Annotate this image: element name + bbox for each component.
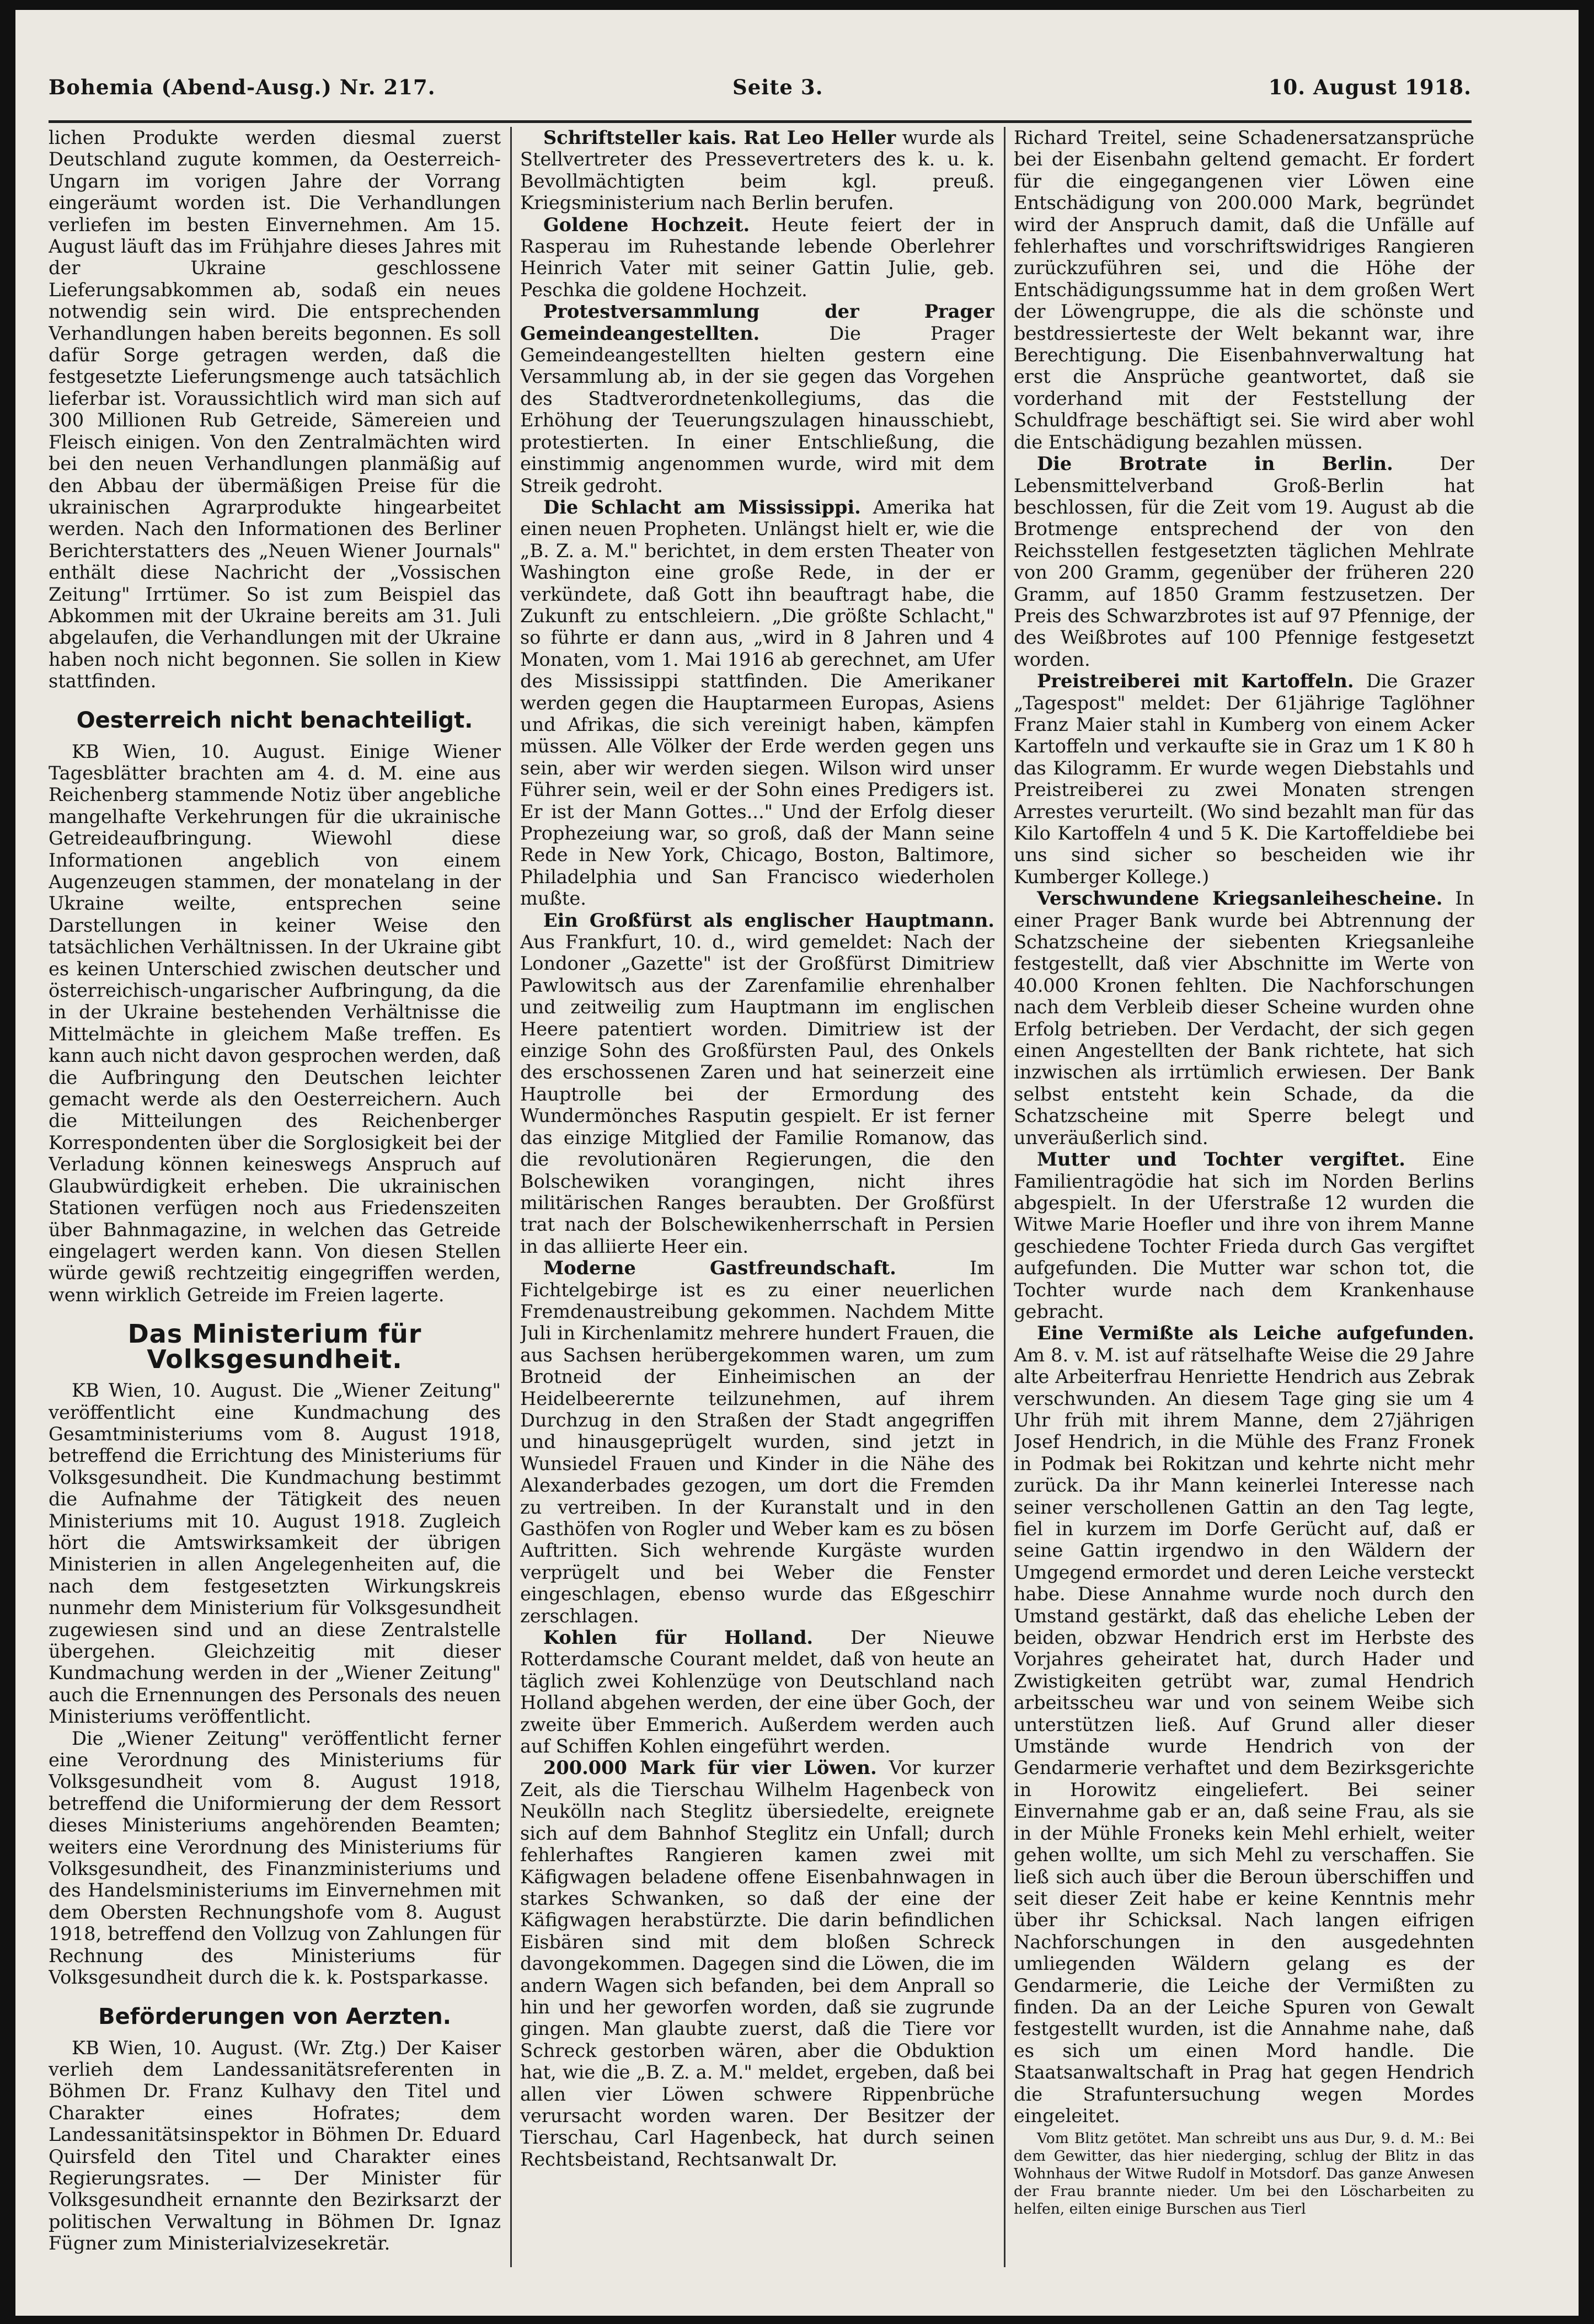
masthead-issue: Bohemia (Abend-Ausg.) Nr. 217. bbox=[49, 75, 436, 99]
news-item-lead: Protestversammlung der Prager Gemeindeangestellten. bbox=[520, 300, 994, 344]
news-item-lead: Moderne Gastfreundschaft. bbox=[543, 1257, 896, 1279]
article-ministerium: KB Wien, 10. August. Die „Wiener Zeitung" veröffentlicht eine Kundmachung des Gesamtministeriums vom 8. August 1918, betreffend die Errichtung des Ministeriums für Volksgesundheit. Die Kundmachung bestimmt die Aufnahme der Tätigkeit des neuen Ministeriums mit 10. August 1918. Zugleich hört die Amtswirksamkeit der übrigen Ministerien in allen Angelegenheiten auf, die nach dem festgesetzten Wirkungskreis nunmehr dem Ministerium für Volksgesundheit zugewiesen sind und an diese Zentralstelle übergehen. Gleichzeitig mit dieser Kundmachung werden in der „Wiener Zeitung" auch die Ernennungen des Personals des neuen Ministeriums veröffentlicht. bbox=[49, 1380, 501, 1728]
news-item bbox=[520, 910, 994, 1258]
news-item bbox=[520, 1627, 994, 1757]
news-item-text: wurde als Stellvertreter des Pressevertreters des k. u. k. Bevollmächtigten beim kgl. preuß. Kriegsministerium nach Berlin berufen. bbox=[520, 127, 994, 214]
news-item-lead: Ein Großfürst als englischer Hauptmann. bbox=[543, 909, 994, 931]
page-header bbox=[49, 75, 1472, 108]
news-item-text: Eine Familientragödie hat sich im Norden Berlins abgespielt. In der Uferstraße 12 wurden die Witwe Marie Hoefler und ihre von ihrem Manne geschiedene Tochter Frieda durch Gas vergiftet aufgefunden. Die Mutter war schon tot, die Tochter wurde nach dem Krankenhause gebracht. bbox=[1014, 1148, 1474, 1322]
article-aerzte: KB Wien, 10. August. (Wr. Ztg.) Der Kaiser verlieh dem Landessanitätsreferenten in Böhmen Dr. Franz Kulhavy den Titel und Charakter eines Hofrates; dem Landessanitätsinspektor in Böhmen Dr. Eduard Quirsfeld den Titel und Charakter eines Regierungsrates. — Der Minister für Volksgesundheit ernannte den Bezirksarzt der politischen Verwaltung in Böhmen Dr. Ignaz Fügner zum Ministerialvizesekretär. bbox=[49, 2037, 501, 2254]
news-item-text: Am 8. v. M. ist auf rätselhafte Weise die 29 Jahre alte Arbeiterfrau Henriette Hendrich aus Zebrak verschwunden. An diesem Tage ging sie um 4 Uhr früh mit ihrem Manne, dem 27jährigen Josef Hendrich, in die Mühle des Franz Fronek in Podmak bei Rokitzan und kehrte nicht mehr zurück. Da ihr Mann keinerlei Interesse nach seiner verschollenen Gattin an den Tag legte, fiel in kurzem im Dorfe Gerücht auf, daß er seine Gattin irgendwo in den Wäldern der Umgegend ermordet und deren Leiche versteckt habe. Diese Annahme wurde noch durch den Umstand gestärkt, daß das eheliche Leben der beiden, obzwar Hendrich erst im Herbste des Vorjahres geheiratet hat, durch Hader und Zwistigkeiten getrübt war, zumal Hendrich arbeitsscheu war und von seinem Weibe sich unterstützen ließ. Auf Grund aller dieser Umstände wurde Hendrich von der Gendarmerie verhaftet und dem Bezirksgerichte in Horowitz eingeliefert. Bei seiner Einvernahme gab er an, daß seine Frau, als sie in der Mühle Froneks kein Mehl erhielt, weiter gehen wollte, um sich Mehl zu verschaffen. Sie ließ sich auch über die Beroun überschiffen und seit dieser Zeit habe er keine Kenntnis mehr über ihr Schicksal. Nach langen eifrigen Nachforschungen in den ausgedehnten umliegenden Wäldern gelang es der Gendarmerie, die Leiche der Vermißten zu finden. Da an der Leiche Spuren von Gewalt festgestellt wurden, ist die Annahme nahe, daß es sich um einen Mord handle. Die Staatsanwaltschaft in Prag hat gegen Hendrich die Strafuntersuchung wegen Mordes eingeleitet. bbox=[1014, 1344, 1474, 2127]
headline-oesterreich: Oesterreich nicht benachteiligt. bbox=[76, 707, 473, 733]
article-ministerium-2: Die „Wiener Zeitung" veröffentlicht ferner eine Verordnung des Ministeriums für Volksgesundheit vom 8. August 1918, betreffend die Uniformierung der dem Ressort dieses Ministeriums angehörenden Beamten; weiters eine Verordnung des Ministeriums für Volksgesundheit, des Finanzministeriums und des Handelsministeriums im Einvernehmen mit dem Obersten Rechnungshofe vom 8. August 1918, betreffend den Vollzug von Zahlungen für Rechnung des Ministeriums für Volksgesundheit durch die k. k. Postsparkasse. bbox=[49, 1727, 501, 1989]
news-item-text: Aus Frankfurt, 10. d., wird gemeldet: Nach der Londoner „Gazette" ist der Großfürst Dimitriew Pawlowitsch aus der Zarenfamilie ehrenhalber und zeitweilig zum Hauptmann im englischen Heere patentiert worden. Dimitriew ist der einzige Sohn des Großfürsten Paul, des Onkels des erschossenen Zaren und hat seinerzeit eine Hauptrolle bei der Ermordung des Wundermönches Rasputin gespielt. Er ist ferner das einzige Mitglied der Familie Romanow, das die revolutionären Regierungen, die den Bolschewiken vorangingen, nicht ihres militärischen Ranges beraubten. Der Großfürst trat nach der Bolschewikenherrschaft in Persien in das alliierte Heer ein. bbox=[520, 931, 994, 1257]
headline-aerzte: Beförderungen von Aerzten. bbox=[98, 2004, 451, 2029]
page-number: Seite 3. bbox=[732, 75, 823, 99]
news-item bbox=[520, 1757, 994, 2170]
news-item-lead: Eine Vermißte als Leiche aufgefunden. bbox=[1037, 1322, 1474, 1344]
article-continuation: lichen Produkte werden diesmal zuerst Deutschland zugute kommen, da Oesterreich-Ungarn im vorigen Jahre der Vorrang eingeräumt worden ist. Die Verhandlungen verliefen im besten Einvernehmen. Am 15. August läuft das im Frühjahre dieses Jahres mit der Ukraine geschlossene Lieferungsabkommen ab, sodaß ein neues notwendig sein wird. Die entsprechenden Verhandlungen haben bereits begonnen. Es soll dafür Sorge getragen werden, daß die festgesetzte Lieferungsmenge auch tatsächlich lieferbar ist. Voraussichtlich wird man sich auf 300 Millionen Rub Getreide, Sämereien und Fleisch einigen. Von den Zentralmächten wird bei den neuen Verhandlungen planmäßig auf den Abbau der übermäßigen Preise für die ukrainischen Agrarprodukte hingearbeitet werden. Nach den Informationen des Berliner Berichterstatters des „Neuen Wiener Journals" enthält diese Nachricht der „Vossischen Zeitung" Irrtümer. So ist zum Beispiel das Abkommen mit der Ukraine bereits am 31. Juli abgelaufen, die Verhandlungen mit der Ukraine haben noch nicht begonnen. Sie sollen in Kiew stattfinden. bbox=[49, 127, 501, 692]
news-item-lead: Die Brotrate in Berlin. bbox=[1037, 452, 1393, 475]
news-item bbox=[1014, 670, 1474, 888]
column-rule-1 bbox=[510, 127, 512, 2267]
news-item bbox=[520, 496, 994, 910]
news-item-text: Die Prager Gemeindeangestellten hielten gestern eine Versammlung ab, in der sie gegen das Vorgehen des Stadtverordnetenkollegiums, das die Erhöhung der Teuerungszulagen hinausschiebt, protestierten. In einer Entschließung, die einstimmig angenommen wurde, wird mit dem Streik gedroht. bbox=[520, 322, 994, 496]
column-1 bbox=[49, 127, 501, 2273]
newspaper-page bbox=[15, 10, 1579, 2316]
news-item-lead: Kohlen für Holland. bbox=[543, 1626, 814, 1649]
news-item-text: Der Nieuwe Rotterdamsche Courant meldet, daß von heute an täglich zwei Kohlenzüge von Deutschland nach Holland abgehen werden, der eine über Goch, der zweite über Emmerich. Außerdem werden auch auf Schiffen Kohlen eingeführt werden. bbox=[520, 1627, 994, 1757]
news-item-text: Heute feiert der in Rasperau im Ruhestande lebende Oberlehrer Heinrich Vater mit seiner Gattin Julie, geb. Peschka die goldene Hochzeit. bbox=[520, 213, 994, 301]
column-2 bbox=[520, 127, 994, 2273]
column-rule-2 bbox=[1004, 127, 1005, 2267]
column-3 bbox=[1014, 127, 1474, 2273]
news-item-lead: Schriftsteller kais. Rat Leo Heller bbox=[543, 127, 896, 148]
news-item bbox=[1014, 888, 1474, 1148]
news-item bbox=[1014, 127, 1474, 453]
news-item-text: Amerika hat einen neuen Propheten. Unlängst hielt er, wie die „B. Z. a. M." berichtet, in dem ersten Theater von Washington eine große Rede, in der er verkündete, daß Gott ihn beauftragt habe, die Zukunft zu entschleiern. „Die größte Schlacht," so führte er dann aus, „wird in 8 Jahren und 4 Monaten, vom 1. Mai 1916 ab gerechnet, am Ufer des Mississippi stattfinden. Die Amerikaner werden gegen die Hauptarmeen Europas, Asiens und Afrikas, die sich vereinigt haben, kämpfen müssen. Alle Völker der Erde werden gegen uns sein, aber wir werden siegen. Wilson wird unser Führer sein, weil er der Sohn eines Predigers ist. Er ist der Mann Gottes..." Und der Erfolg dieser Prophezeiung war, so groß, daß der Mann seine Rede in New York, Chicago, Boston, Baltimore, Philadelphia und San Francisco wiederholen mußte. bbox=[520, 496, 994, 910]
header-rule bbox=[49, 120, 1472, 123]
news-item-text: Die Grazer „Tagespost" meldet: Der 61jährige Taglöhner Franz Maier stahl in Kumberg von einem Acker Kartoffeln und verkaufte sie in Graz um 1 K 80 h das Kilogramm. Er wurde wegen Diebstahls und Preistreiberei zu zwei Monaten strengen Arrestes verurteilt. (Wo sind bezahlt man für das Kilo Kartoffeln 4 und 5 K. Die Kartoffeldiebe bei uns sind sicher so bescheiden wie ihr Kumberger Kollege.) bbox=[1014, 670, 1474, 888]
news-item bbox=[520, 127, 994, 214]
news-item-lead: Mutter und Tochter vergiftet. bbox=[1037, 1148, 1405, 1171]
news-item-text: Vor kurzer Zeit, als die Tierschau Wilhelm Hagenbeck von Neukölln nach Steglitz übersiedelte, ereignete sich auf dem Bahnhof Steglitz ein Unfall; durch fehlerhaftes Rangieren kamen zwei mit Käfigwagen beladene offene Eisenbahnwagen in starkes Schwanken, so daß der eine der Käfigwagen herabstürzte. Die darin befindlichen Eisbären sind mit dem bloßen Schreck davongekommen. Dagegen sind die Löwen, die im andern Wagen sich befanden, bei dem Anprall so hin und her geworfen worden, daß sie zugrunde gingen. Man glaubte zuerst, daß die Tiere vor Schreck gestorben wären, aber die Obduktion hat, wie die „B. Z. a. M." meldet, ergeben, daß bei allen vier Löwen schwere Rippenbrüche verursacht worden waren. Der Besitzer der Tierschau, Carl Hagenbeck, hat durch seinen Rechtsbeistand, Rechtsanwalt Dr. bbox=[520, 1757, 994, 2170]
news-item bbox=[520, 301, 994, 496]
news-item bbox=[520, 1257, 994, 1627]
news-item bbox=[1014, 1148, 1474, 1322]
news-item-text: Der Lebensmittelverband Groß-Berlin hat beschlossen, für die Zeit vom 19. August ab die Brotmenge entsprechend der von den Reichsstellen festgesetzten täglichen Mehlrate von 200 Gramm, gegenüber der früheren 220 Gramm, auf 1850 Gramm festzusetzen. Der Preis des Schwarzbrotes ist auf 97 Pfennige, der des Weißbrotes auf 100 Pfennige festgesetzt worden. bbox=[1014, 453, 1474, 670]
news-item-lead: 200.000 Mark für vier Löwen. bbox=[543, 1756, 877, 1779]
news-item-lead: Preistreiberei mit Kartoffeln. bbox=[1037, 670, 1354, 692]
news-item-lead: Die Schlacht am Mississippi. bbox=[543, 495, 861, 518]
news-item-text: In einer Prager Bank wurde bei Abtrennung der Schatzscheine der siebenten Kriegsanleihe festgestellt, daß vier Abschnitte im Werte von 40.000 Kronen fehlten. Die Nachforschungen nach dem Verbleib dieser Scheine wurden ohne Erfolg betrieben. Der Verdacht, der sich gegen einen Angestellten der Bank richtete, hat sich inzwischen als irrtümlich erwiesen. Der Bank selbst entsteht kein Schade, da die Schatzscheine mit Sperre belegt und unveräußerlich sind. bbox=[1014, 888, 1474, 1148]
article-oesterreich: KB Wien, 10. August. Einige Wiener Tagesblätter brachten am 4. d. M. eine aus Reichenberg stammende Notiz über angebliche mangelhafte Verkehrungen für die ukrainische Getreideaufbringung. Wiewohl diese Informationen angeblich von einem Augenzeugen stammen, der monatelang in der Ukraine weilte, entsprechen seine Darstellungen in keiner Weise den tatsächlichen Verhältnissen. In der Ukraine gibt es keinen Unterschied zwischen deutscher und österreichisch-ungarischer Aufbringung, da die in der Ukraine bestehenden Verhältnisse die Mittelmächte in gleichem Maße treffen. Es kann auch nicht davon gesprochen werden, daß die Aufbringung den Deutschen leichter gemacht werde als den Oesterreichern. Auch die Mitteilungen des Reichenberger Korrespondenten über die Sorglosigkeit bei der Verladung können keineswegs Anspruch auf Glaubwürdigkeit erheben. Die ukrainischen Stationen verfügen noch aus Friedenszeiten über Bahnmagazine, in welchen das Getreide eingelagert werden kann. Von diesen Stellen würde gewiß rechtzeitig eingegriffen werden, wenn wirklich Getreide im Freien lagerte. bbox=[49, 740, 501, 1306]
news-item-small: Vom Blitz getötet. Man schreibt uns aus Dur, 9. d. M.: Bei dem Gewitter, das hier niederging, schlug der Blitz in das Wohnhaus der Witwe Rudolf in Motsdorf. Das ganze Anwesen der Frau brannte nieder. Um bei den Löscharbeiten zu helfen, eilten einige Burschen aus Tierl bbox=[1014, 2130, 1474, 2218]
news-item bbox=[520, 214, 994, 301]
news-item-lead: Verschwundene Kriegsanleihescheine. bbox=[1037, 887, 1443, 910]
news-item bbox=[1014, 1322, 1474, 2127]
news-item bbox=[1014, 453, 1474, 670]
headline-ministerium: Das Ministerium für Volksgesundheit. bbox=[127, 1319, 422, 1375]
issue-date: 10. August 1918. bbox=[1268, 75, 1472, 99]
news-item-lead: Goldene Hochzeit. bbox=[543, 213, 750, 236]
news-item-text: Richard Treitel, seine Schadenersatzansprüche bei der Eisenbahn geltend gemacht. Er fordert für die eingegangenen vier Löwen eine Entschädigung von 200.000 Mark, begründet wird der Anspruch damit, daß die Unfälle auf fehlerhaftes und vorschriftswidriges Rangieren zurückzuführen sei, und die Höhe der Entschädigungssumme hat in dem großen Wert der Löwengruppe, die als die schönste und bestdressierteste der Welt bekannt war, ihre Berechtigung. Die Eisenbahnverwaltung hat erst die Ansprüche geantwortet, daß sie vorderhand mit der Feststellung der Schuldfrage beschäftigt sei. Sie wird aber wohl die Entschädigung bezahlen müssen. bbox=[1014, 127, 1474, 453]
news-item-text: Im Fichtelgebirge ist es zu einer neuerlichen Fremdenaustreibung gekommen. Nachdem Mitte Juli in Kirchenlamitz mehrere hundert Frauen, die aus Sachsen herübergekommen waren, um zum Brotneid der Einheimischen an der Heidelbeerernte teilzunehmen, auf ihrem Durchzug in den Straßen der Stadt angegriffen und hinausgeprügelt wurden, sind jetzt in Wunsiedel Frauen und Kinder in die Nähe des Alexanderbades gezogen, um dort die Fremden zu vertreiben. In der Kuranstalt und in den Gasthöfen von Rogler und Weber kam es zu bösen Auftritten. Sich wehrende Kurgäste wurden verprügelt und bei Weber die Fenster eingeschlagen, ebenso wurde das Eßgeschirr zerschlagen. bbox=[520, 1257, 994, 1627]
